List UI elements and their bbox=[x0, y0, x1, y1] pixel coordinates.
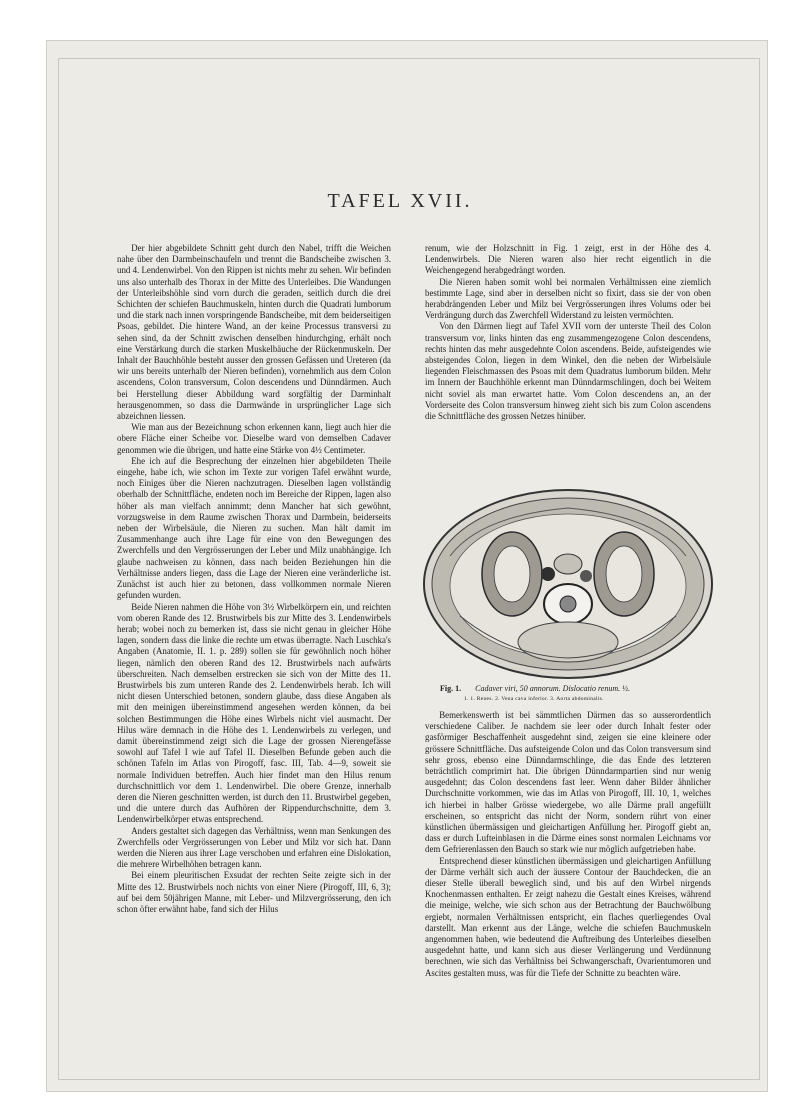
right-top-text-column bbox=[425, 243, 711, 422]
paragraph: Wie man aus der Bezeichnung schon erkennen kann, liegt auch hier die obere Fläche einer Scheibe vor. Dieselbe ward von demselben Cadaver genommen wie die übrigen, und hatte eine Stärke von 4½ Centimeter. bbox=[117, 422, 391, 455]
paragraph: Entsprechend dieser künstlichen übermässigen und gleichartigen Anfüllung der Därme verhält sich auch der äussere Contour der Bauchdecken, die an dieser Stelle überall beweglich sind, und bis auf den Wirbel nirgends Knochenmassen enthalten. Er zeigt nahezu die Gestalt eines Kreises, während die meinige, welche, wie sich schon aus der Betrachtung der Bauchwölbung ergiebt, normalen Verhältnissen entspricht, ein flaches querliegendes Oval darstellt. Man erkennt aus der Länge, welche die schiefen Bauchmuskeln angenommen haben, wie bedeutend die Auftreibung des Unterleibes dieselben ausgedehnt hatte, und kann sich aus dieser Verlängerung und Verdünnung berechnen, wie sich das Verhältniss bei Schwangerschaft, Ovarientumoren und Ascites gestalten muss, was für die Tiefe der Schnitte zu beachten wäre. bbox=[425, 855, 711, 978]
cross-section-illustration bbox=[420, 486, 716, 682]
paragraph: Beide Nieren nahmen die Höhe von 3½ Wirbelkörpern ein, und reichten vom oberen Rande des 12. Brustwirbels bis zur Mitte des 3. Lendenwirbels herab; wobei noch zu bemerken ist, dass sie nicht genau in gleicher Höhe lagen, sondern dass die linke die rechte um etwas überragte. Nach Luschka's Angaben (Anatomie, II. 1. p. 289) sollen sie für gewöhnlich noch höher liegen, nämlich den oberen Rand des 12. Brustwirbels nach aufwärts überschreiten. Nach demselben erstrecken sie sich von der Mitte des 11. Brustwirbels bis zum unteren Rande des 2. Lendenwirbels herab. Ich will nicht diesen Unterschied betonen, sondern glaube, dass diese Angaben als mit den meinigen übereinstimmend angesehen werden können, da bei solchen Bestimmungen die Höhe eines Wirbels nicht viel ausmacht. Der Hilus wäre demnach in die Höhe des 1. Lendenwirbels zu verlegen, und damit übereinstimmend zeigt sich die Lage der grossen Nierengefässe sowohl auf Tafel I wie auf Tafel II. Dieselben Befunde geben auch die schönen Tafeln im Atlas von Pirogoff, fasc. III, Tab. 4—9, soweit sie normale Individuen betreffen. Auch hier findet man den Hilus renum durchschnittlich vor dem 1. Lendenwirbel. Die obere Grenze, innerhalb deren die Nieren geschnitten werden, ist durch den 11. Brustwirbel gegeben, und die untere durch das Aufhören der Rippendurchschnitte, dem 3. Lendenwirbelkörper etwas entsprechend. bbox=[117, 601, 391, 825]
left-text-column bbox=[117, 243, 391, 915]
figure-number: Fig. 1. bbox=[440, 684, 462, 693]
figure-caption bbox=[440, 684, 710, 704]
aorta bbox=[580, 570, 592, 582]
figure-legend: 1. 1. Renes. 2. Vena cava inferior. 3. Aorta abdominalis. bbox=[464, 696, 604, 702]
figure-caption-text: Cadaver viri, 50 annorum. Dislocatio renum. ½. bbox=[475, 684, 631, 693]
paragraph: Die Nieren haben somit wohl bei normalen Verhältnissen eine ziemlich bestimmte Lage, sind aber in derselben nicht so fixirt, dass sie der von oben herabdrängenden Leber und Milz bei Vergrösserungen ihres Volums oder bei Verdrängung durch das Zwerchfell Widerstand zu leisten vermöchten. bbox=[425, 276, 711, 321]
paragraph: Bei einem pleuritischen Exsudat der rechten Seite zeigte sich in der Mitte des 12. Brustwirbels noch nichts von einer Niere (Pirogoff, III, 6, 3); auf bei dem 50jährigen Manne, mit Leber- und Milzvergrösserung, den ich schon öfter erwähnt habe, fand sich der Hilus bbox=[117, 870, 391, 914]
paragraph: Von den Därmen liegt auf Tafel XVII vorn der unterste Theil des Colon transversum vor, links hinten das eng zusammengezogene Colon descendens, rechts hinten das mehr ausgedehnte Colon ascendens. Beide, aufsteigendes wie absteigendes Colon, liegen in dem Winkel, den die neben der Wirbelsäule liegenden Fleischmassen des Psoas mit dem Quadratus lumborum bilden. Mehr im Innern der Bauchhöhle erkennt man Dünndarmschlingen, doch bei Weitem nicht soviel als man erwartet hatte. Vom Colon descendens an, an der Vorderseite des Colon transversum hinweg zieht sich bis zum Colon ascendens die Schnittfläche des grossen Netzes hinüber. bbox=[425, 321, 711, 422]
right-bottom-text-column bbox=[425, 710, 711, 979]
page-title: TAFEL XVII. bbox=[327, 190, 473, 212]
paragraph: renum, wie der Holzschnitt in Fig. 1 zeigt, erst in der Höhe des 4. Lendenwirbels. Die Nieren waren also hier recht eigentlich in die Weichengegend herabgedrängt worden. bbox=[425, 243, 711, 276]
paragraph: Anders gestaltet sich dagegen das Verhältniss, wenn man Senkungen des Zwerchfells oder Vergrösserungen von Leber und Milz vor sich hat. Dann werden die Nieren aus ihrer Lage verschoben und erfahren eine Dislokation, die mehrere Wirbelhöhen betragen kann. bbox=[117, 825, 391, 870]
paragraph: Bemerkenswerth ist bei sämmtlichen Därmen das so ausserordentlich verschiedene Caliber. Je nachdem sie leer oder durch Inhalt fester oder gasförmiger Beschaffenheit ausgedehnt sind, zeigen sie eine kleinere oder grössere Schnittfläche. Das aufsteigende Colon und das Colon transversum sind sehr gross, ebenso eine Dünndarmschlinge, die das Ende des letzteren beträchtlich comprimirt hat. Die übrigen Dünndarmpartien sind nur wenig ausgedehnt; das Colon descendens fast leer. Wenn daher Bilder ähnlicher Durchschnitte vorkommen, wie das im Atlas von Pirogoff, III. 10, 1, welches ich hierbei in halber Grösse wiedergebe, wo alle Därme prall angefüllt erscheinen, so entspricht das nicht der Norm, sondern rührt von einer künstlichen übermässigen und gleichartigen Anfüllung her. Pirogoff giebt an, dass er durch Lufteinblasen in die Därme eines sonst normalen Leichnams vor dem Gefrierenlassen den Bauch so stark wie nur möglich aufgetrieben habe. bbox=[425, 710, 711, 855]
paragraph: Der hier abgebildete Schnitt geht durch den Nabel, trifft die Weichen nahe über den Darmbeinschaufeln und trennt die Bandscheibe zwischen 3. und 4. Lendenwirbel. Von den Rippen ist nichts mehr zu sehen. Wir befinden uns also unterhalb des Thorax in der Mitte des Unterleibes. Die Wandungen der Unterleibshöhle sind vorn durch die geraden, seitlich durch die drei Schichten der schiefen Bauchmuskeln, hinten durch die Quadrati lumborum und die stark nach innen vorspringende Bandscheibe, mit dem beiderseitigen Psoas, gebildet. Die hintere Wand, an der keine Processus transversi zu sehen sind, da der Schnitt zwischen denselben hindurchging, erhält noch eine Verstärkung durch die starken Muskelbäuche der Rückenmuskeln. Der Inhalt der Bauchhöhle besteht ausser den grossen Gefässen und Ureteren (da wir uns bereits unterhalb der Nieren befinden), vornehmlich aus dem Colon ascendens, Colon transversum, Colon descendens und Dünndärmen. Auch bei Herstellung dieser Abbildung ward sorgfältig der Darminhalt herausgenommen, so dass die Darmwände in ursprünglicher Lage sich abzeichnen liessen. bbox=[117, 243, 391, 422]
vena-cava bbox=[541, 567, 555, 581]
paragraph: Ehe ich auf die Besprechung der einzelnen hier abgebildeten Theile eingehe, habe ich, wie schon im Texte zur vorigen Tafel erwähnt wurde, noch Einiges über die Nieren nachzutragen. Dieselben lagen vollständig oberhalb der Schnittfläche, endeten noch im Bereiche der Rippen, lagen also höher als man vielfach annimmt; denn Mancher hat sich gewöhnt, vorzugsweise in dem Raume zwischen Thorax und Darmbein, beiderseits neben der Wirbelsäule, die Nieren zu suchen. Man hält damit im Zusammenhange auch ihre Lage für eine von den Bewegungen des Zwerchfells und den Vergrösserungen der Leber und Milz unabhängige. Ich glaube nachweisen zu können, dass nach beiden Beziehungen hin die Verhältnisse anders liegen, dass die Lage der Nieren eine veränderliche ist. Zunächst ist auch hier zu betonen, dass vollkommen normale Nieren gefunden wurden. bbox=[117, 455, 391, 601]
